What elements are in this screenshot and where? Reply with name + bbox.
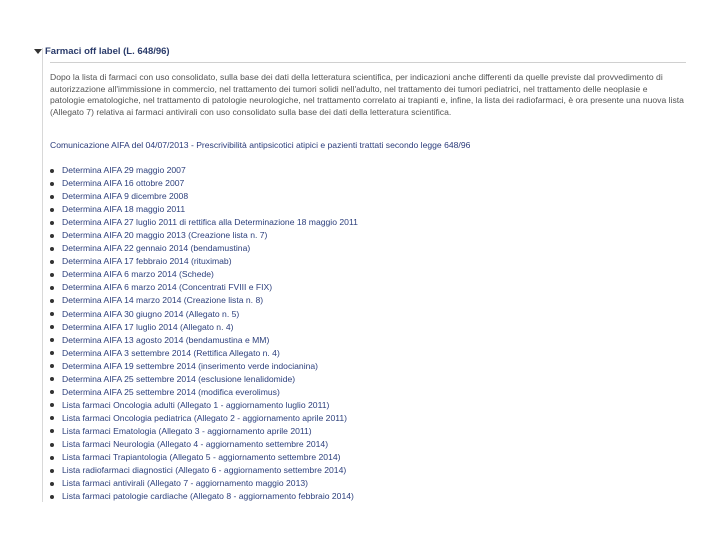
bullet-icon — [50, 195, 54, 199]
list-item[interactable] — [50, 451, 650, 464]
bullet-icon — [50, 377, 54, 381]
list-item[interactable] — [50, 347, 650, 360]
determine-list — [50, 164, 650, 503]
determina-link[interactable]: Determina AIFA 18 maggio 2011 — [62, 204, 186, 215]
determina-link[interactable]: Determina AIFA 17 luglio 2014 (Allegato n. 4) — [62, 321, 234, 332]
determina-link[interactable]: Determina AIFA 9 dicembre 2008 — [62, 191, 189, 202]
list-item[interactable] — [50, 386, 650, 399]
bullet-icon — [50, 469, 54, 473]
bullet-icon — [50, 416, 54, 420]
determina-link[interactable]: Determina AIFA 30 giugno 2014 (Allegato n. 5) — [62, 308, 240, 319]
list-item[interactable] — [50, 294, 650, 307]
determina-link[interactable]: Determina AIFA 17 febbraio 2014 (rituximab) — [62, 256, 232, 267]
bullet-icon — [50, 273, 54, 277]
determina-link[interactable]: Determina AIFA 3 settembre 2014 (Rettifica Allegato n. 4) — [62, 347, 280, 358]
section-title: Farmaci off label (L. 648/96) — [45, 45, 170, 57]
list-item[interactable] — [50, 399, 650, 412]
bullet-icon — [50, 234, 54, 238]
section-header[interactable] — [34, 43, 170, 59]
bullet-icon — [50, 495, 54, 499]
list-item[interactable] — [50, 412, 650, 425]
bullet-icon — [50, 403, 54, 407]
bullet-icon — [50, 169, 54, 173]
bullet-icon — [50, 208, 54, 212]
bullet-icon — [50, 299, 54, 303]
list-item[interactable] — [50, 268, 650, 281]
bullet-icon — [50, 247, 54, 251]
list-item[interactable] — [50, 308, 650, 321]
lista-farmaci-link[interactable]: Lista farmaci Oncologia adulti (Allegato 1 - aggiornamento luglio 2011) — [62, 399, 330, 410]
lista-farmaci-link[interactable]: Lista radiofarmaci diagnostici (Allegato 6 - aggiornamento settembre 2014) — [62, 465, 347, 476]
list-item[interactable] — [50, 255, 650, 268]
bullet-icon — [50, 482, 54, 486]
determina-link[interactable]: Determina AIFA 25 settembre 2014 (esclusione lenalidomide) — [62, 373, 296, 384]
determina-link[interactable]: Determina AIFA 27 luglio 2011 di rettifica alla Determinazione 18 maggio 2011 — [62, 217, 358, 228]
list-item[interactable] — [50, 334, 650, 347]
determina-link[interactable]: Determina AIFA 6 marzo 2014 (Schede) — [62, 269, 214, 280]
determina-link[interactable]: Determina AIFA 14 marzo 2014 (Creazione lista n. 8) — [62, 295, 264, 306]
lista-farmaci-link[interactable]: Lista farmaci patologie cardiache (Allegato 8 - aggiornamento febbraio 2014) — [62, 491, 354, 502]
bullet-icon — [50, 325, 54, 329]
list-item[interactable] — [50, 321, 650, 334]
determina-link[interactable]: Determina AIFA 29 maggio 2007 — [62, 165, 186, 175]
intro-paragraph: Dopo la lista di farmaci con uso consolidato, sulla base dei dati della letteratura scientifica, per indicazioni anche differenti da quelle previste dal provvedimento di autorizzazione all'immissione in commercio, nel trattamento dei tumori solidi nell'adulto, nel trattamento dei tumori pediatrici, nel trattamento delle neoplasie e patologie ematologiche, nel trattamento di patologie neurologiche, nel trattamento correlato ai trapianti e, infine, la lista dei radiofarmaci, è ora presente una nuova lista (Allegato 7) relativa ai farmaci antivirali con uso consolidato sulla base dei dati della letteratura scientifica. — [50, 72, 684, 117]
list-item[interactable] — [50, 203, 650, 216]
list-item[interactable] — [50, 477, 650, 490]
bullet-icon — [50, 443, 54, 447]
determina-link[interactable]: Determina AIFA 6 marzo 2014 (Concentrati FVIII e FIX) — [62, 282, 273, 293]
comunicazione-link[interactable]: Comunicazione AIFA del 04/07/2013 - Prescrivibilità antipsicotici atipici e pazienti trattati secondo legge 648/96 — [50, 140, 471, 150]
determina-link[interactable]: Determina AIFA 16 ottobre 2007 — [62, 178, 185, 189]
list-item[interactable] — [50, 190, 650, 203]
collapse-triangle-icon[interactable] — [34, 49, 42, 54]
bullet-icon — [50, 182, 54, 186]
bullet-icon — [50, 312, 54, 316]
bullet-icon — [50, 338, 54, 342]
determina-link[interactable]: Determina AIFA 13 agosto 2014 (bendamustina e MM) — [62, 334, 270, 345]
list-item[interactable] — [50, 242, 650, 255]
bullet-icon — [50, 429, 54, 433]
header-divider — [50, 62, 686, 63]
determina-link[interactable]: Determina AIFA 25 settembre 2014 (modifica everolimus) — [62, 386, 280, 397]
bullet-icon — [50, 351, 54, 355]
lista-farmaci-link[interactable]: Lista farmaci Oncologia pediatrica (Allegato 2 - aggiornamento aprile 2011) — [62, 412, 348, 423]
list-item[interactable] — [50, 164, 650, 177]
list-item[interactable] — [50, 490, 650, 503]
list-item[interactable] — [50, 360, 650, 373]
list-item[interactable] — [50, 373, 650, 386]
bullet-icon — [50, 260, 54, 264]
list-item[interactable] — [50, 438, 650, 451]
determina-link[interactable]: Determina AIFA 19 settembre 2014 (inserimento verde indocianina) — [62, 360, 319, 371]
list-item[interactable] — [50, 216, 650, 229]
bullet-icon — [50, 456, 54, 460]
list-item[interactable] — [50, 177, 650, 190]
list-item[interactable] — [50, 425, 650, 438]
lista-farmaci-link[interactable]: Lista farmaci antivirali (Allegato 7 - aggiornamento maggio 2013) — [62, 478, 309, 489]
lista-farmaci-link[interactable]: Lista farmaci Trapiantologia (Allegato 5 - aggiornamento settembre 2014) — [62, 452, 341, 463]
bullet-icon — [50, 390, 54, 394]
list-item[interactable] — [50, 229, 650, 242]
bullet-icon — [50, 364, 54, 368]
lista-farmaci-link[interactable]: Lista farmaci Neurologia (Allegato 4 - aggiornamento settembre 2014) — [62, 438, 329, 449]
list-item[interactable] — [50, 464, 650, 477]
list-item[interactable] — [50, 281, 650, 294]
lista-farmaci-link[interactable]: Lista farmaci Ematologia (Allegato 3 - aggiornamento aprile 2011) — [62, 425, 312, 436]
bullet-icon — [50, 286, 54, 290]
bullet-icon — [50, 221, 54, 225]
determina-link[interactable]: Determina AIFA 20 maggio 2013 (Creazione lista n. 7) — [62, 230, 268, 241]
determina-link[interactable]: Determina AIFA 22 gennaio 2014 (bendamustina) — [62, 243, 251, 254]
